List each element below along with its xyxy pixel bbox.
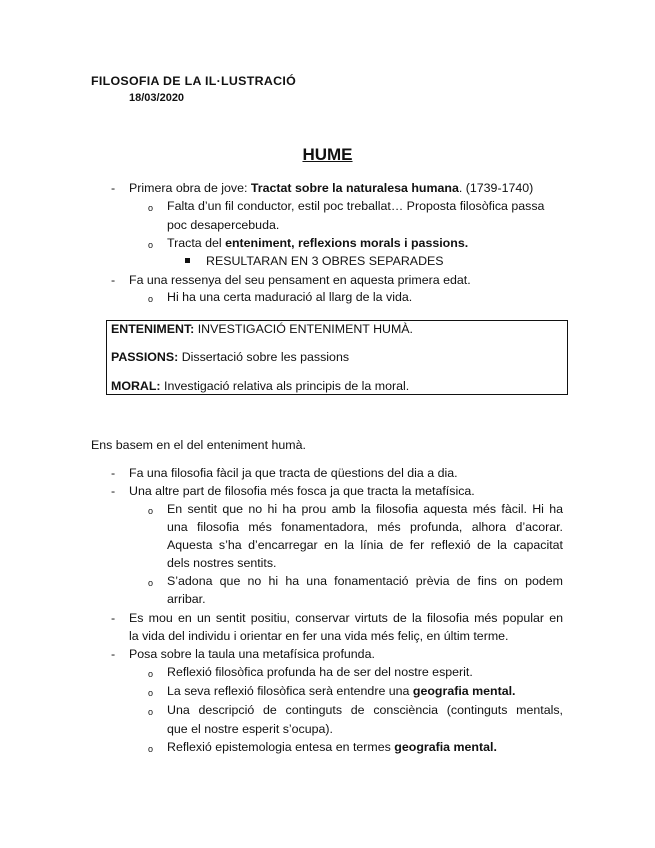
list-item: S’adona que no hi ha una fonamentació prèvia de fins on podem — [167, 574, 563, 588]
circle-bullet: o — [148, 707, 154, 717]
list-item-continuation: dels nostres sentits. — [167, 556, 277, 570]
list-item: Una altre part de filosofia més fosca ja que tracta la metafísica. — [129, 484, 475, 498]
document-date: 18/03/2020 — [129, 92, 185, 104]
list-item-continuation: la vida del individu i orientar en fer una vida més feliç, en últim terme. — [129, 629, 509, 643]
list-item: Es mou en un sentit positiu, conservar virtuts de la filosofia més popular en — [129, 611, 563, 625]
circle-bullet: o — [148, 203, 154, 213]
dash-bullet: - — [111, 466, 116, 480]
list-item: En sentit que no hi ha prou amb la filosofia aquesta més fàcil. Hi ha — [167, 502, 563, 516]
list-item: Falta d’un fil conductor, estil poc treballat… Proposta filosòfica passa — [167, 199, 545, 213]
list-item: Fa una ressenya del seu pensament en aquesta primera edat. — [129, 273, 471, 287]
list-item: Reflexió epistemologia entesa en termes geografia mental. — [167, 740, 497, 754]
intro-paragraph: Ens basem en el del enteniment humà. — [91, 438, 306, 452]
list-item: Primera obra de jove: Tractat sobre la naturalesa humana. (1739-1740) — [129, 181, 534, 195]
circle-bullet: o — [148, 294, 154, 304]
square-bullet — [185, 258, 190, 263]
list-item: Posa sobre la taula una metafísica profunda. — [129, 647, 375, 661]
dash-bullet: - — [111, 181, 116, 195]
list-item: La seva reflexió filosòfica serà entendre una geografia mental. — [167, 684, 516, 698]
list-item: RESULTARAN EN 3 OBRES SEPARADES — [206, 254, 444, 268]
list-item: Reflexió filosòfica profunda ha de ser del nostre esperit. — [167, 665, 473, 679]
list-item: Una descripció de continguts de consciència (continguts mentals, — [167, 703, 563, 717]
list-item-continuation: Aquesta s’ha d’encarregar en la línia de fer reflexió de la capacitat — [167, 538, 563, 552]
circle-bullet: o — [148, 240, 154, 250]
list-item-continuation: que el nostre esperit s’ocupa). — [167, 722, 333, 736]
dash-bullet: - — [111, 611, 116, 625]
dash-bullet: - — [111, 273, 116, 287]
course-title: FILOSOFIA DE LA IL·LUSTRACIÓ — [91, 74, 297, 88]
list-item: Fa una filosofia fàcil ja que tracta de qüestions del dia a dia. — [129, 466, 458, 480]
circle-bullet: o — [148, 506, 154, 516]
circle-bullet: o — [148, 688, 154, 698]
circle-bullet: o — [148, 578, 154, 588]
list-item-continuation: poc desapercebuda. — [167, 218, 280, 232]
box-row-passions: PASSIONS: Dissertació sobre les passions — [111, 350, 350, 364]
box-row-enteniment: ENTENIMENT: INVESTIGACIÓ ENTENIMENT HUMÀ. — [111, 322, 413, 336]
box-row-moral: MORAL: Investigació relativa als principis de la moral. — [111, 379, 410, 393]
list-item: Tracta del enteniment, reflexions morals i passions. — [167, 236, 469, 250]
circle-bullet: o — [148, 744, 154, 754]
list-item-continuation: arribar. — [167, 592, 206, 606]
list-item: Hi ha una certa maduració al llarg de la vida. — [167, 290, 413, 304]
list-item-continuation: una filosofia més fonamentadora, més profunda, alhora d’acorar. — [167, 520, 563, 534]
dash-bullet: - — [111, 647, 116, 661]
page-title: HUME — [302, 145, 353, 164]
dash-bullet: - — [111, 484, 116, 498]
circle-bullet: o — [148, 669, 154, 679]
